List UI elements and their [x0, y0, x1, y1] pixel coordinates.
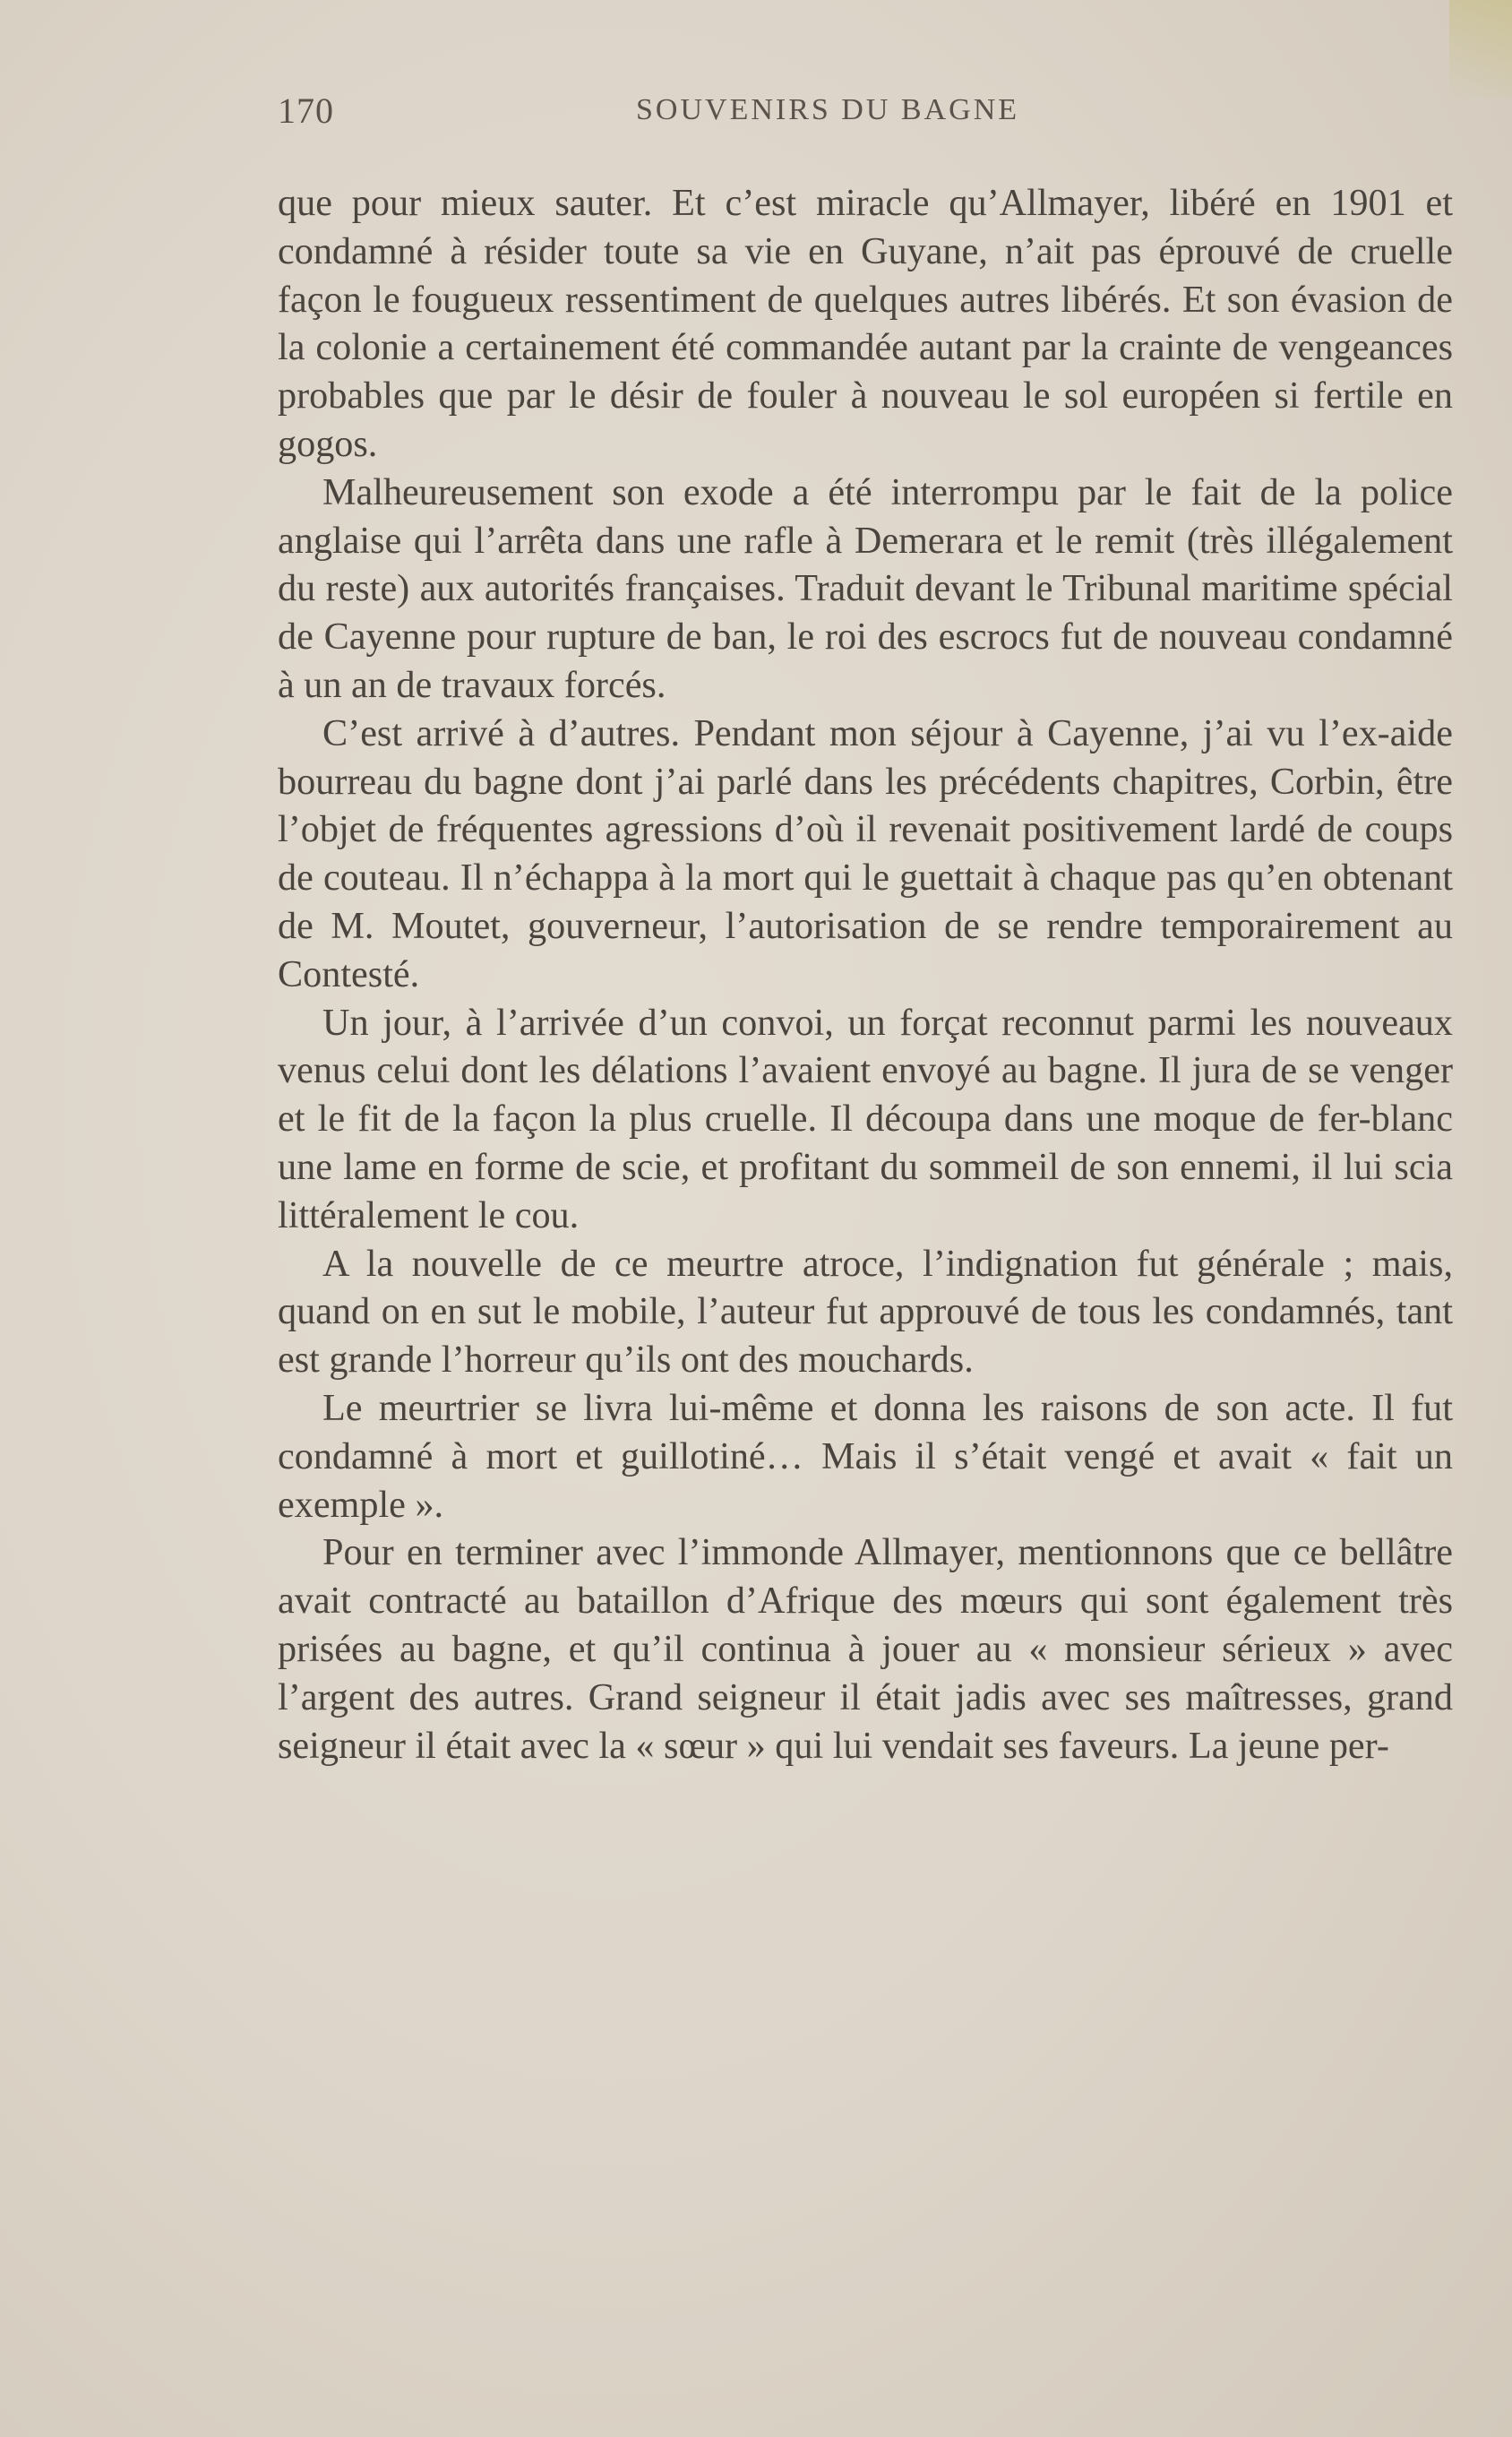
- page-number: 170: [278, 90, 334, 131]
- page-header: [278, 90, 1453, 143]
- paragraph-4: Un jour, à l’arrivée d’un convoi, un forçat reconnut parmi les nouveaux venus celui dont les délations l’avaient envoyé au bagne. Il jura de se venger et le fit de la façon la plus cruelle. Il découpa dans une moque de fer-blanc une lame en forme de scie, et profitant du sommeil de son ennemi, il lui scia littéralement le cou.: [278, 1001, 1453, 1236]
- body-text: [278, 179, 1453, 1770]
- page-edge-stain: [1449, 0, 1512, 99]
- paragraph-6: Le meurtrier se livra lui-même et donna les raisons de son acte. Il fut condamné à mort et guillotiné… Mais il s’était vengé et avait « fait un exemple ».: [278, 1386, 1453, 1526]
- paragraph-1: que pour mieux sauter. Et c’est miracle qu’Allmayer, libéré en 1901 et condamné à résider toute sa vie en Guyane, n’ait pas éprouvé de cruelle façon le fougueux ressentiment de quelques autres libérés. Et son évasion de la colonie a certainement été commandée autant par la crainte de vengeances probables que par le désir de fouler à nouveau le sol européen si fertile en gogos.: [278, 182, 1453, 465]
- running-title: SOUVENIRS DU BAGNE: [636, 93, 1020, 126]
- paragraph-7: Pour en terminer avec l’immonde Allmayer, mentionnons que ce bellâtre avait contracté au bataillon d’Afrique des mœurs qui sont également très prisées au bagne, et qu’il continua à jouer au « monsieur sérieux » avec l’argent des autres. Grand seigneur il était jadis avec ses maîtresses, grand seigneur il était avec la « sœur » qui lui vendait ses faveurs. La jeune per-: [278, 1531, 1453, 1767]
- paragraph-3: C’est arrivé à d’autres. Pendant mon séjour à Cayenne, j’ai vu l’ex-aide bourreau du bagne dont j’ai parlé dans les précédents chapitres, Corbin, être l’objet de fréquentes agressions d’où il revenait positivement lardé de coups de couteau. Il n’échappa à la mort qui le guettait à chaque pas qu’en obtenant de M. Moutet, gouverneur, l’autorisation de se rendre temporairement au Contesté.: [278, 711, 1453, 995]
- paragraph-2: Malheureusement son exode a été interrompu par le fait de la police anglaise qui l’arrêta dans une rafle à Demerara et le remit (très illégalement du reste) aux autorités françaises. Traduit devant le Tribunal maritime spécial de Cayenne pour rupture de ban, le roi des escrocs fut de nouveau condamné à un an de travaux forcés.: [278, 470, 1453, 706]
- paragraph-5: A la nouvelle de ce meurtre atroce, l’indignation fut générale ; mais, quand on en sut le mobile, l’auteur fut approuvé de tous les condamnés, tant est grande l’horreur qu’ils ont des mouchards.: [278, 1242, 1453, 1382]
